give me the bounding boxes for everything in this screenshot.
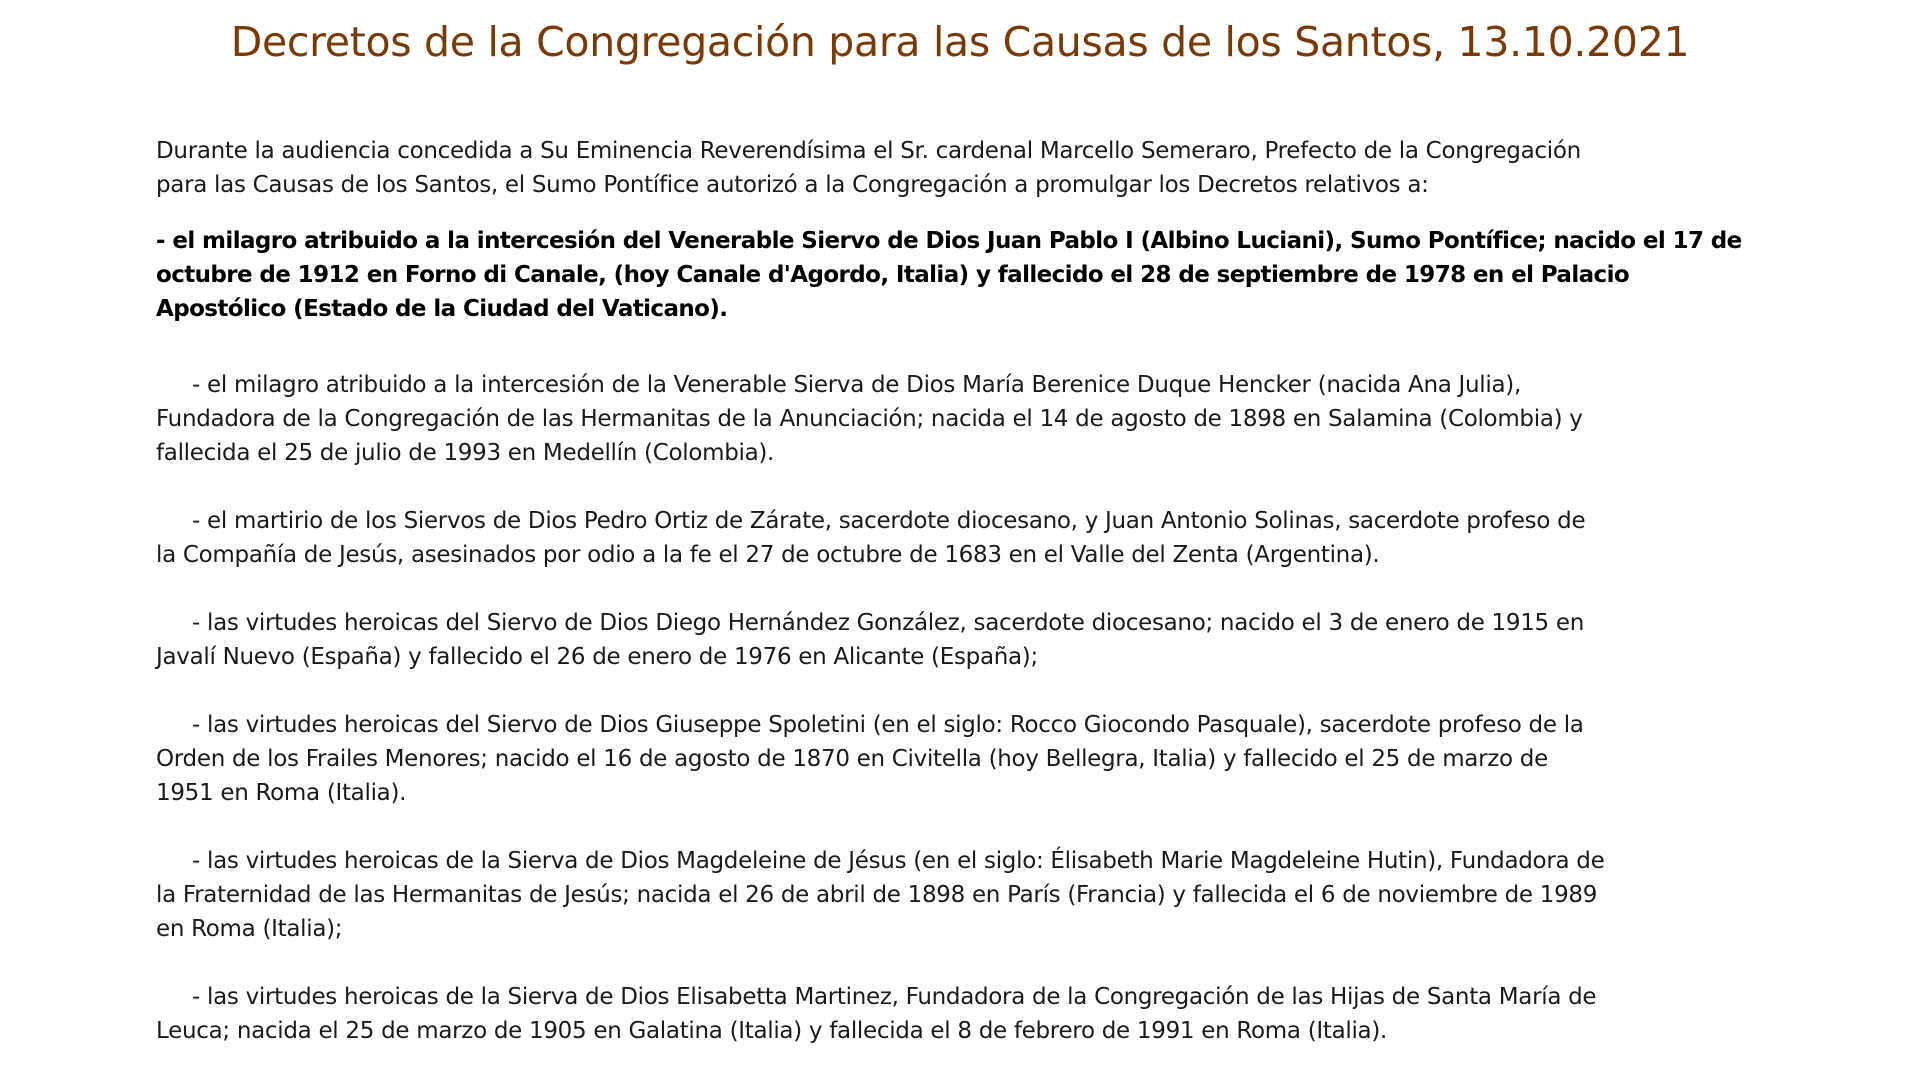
decree-line: Fundadora de la Congregación de las Hermanitas de la Anunciación; nacida el 14 de agosto de 1898 en Salamina (Colombia) y	[156, 406, 1583, 432]
decree-paragraph	[156, 844, 1736, 946]
decree-line: la Fraternidad de las Hermanitas de Jesús; nacida el 26 de abril de 1898 en París (Francia) y fallecida el 6 de noviembre de 1989	[156, 882, 1598, 908]
decree-line: - el milagro atribuido a la intercesión de la Venerable Sierva de Dios María Berenice Duque Hencker (nacida Ana Julia),	[192, 372, 1521, 398]
intro-line: Durante la audiencia concedida a Su Eminencia Reverendísima el Sr. cardenal Marcello Semeraro, Prefecto de la Congregación	[156, 138, 1581, 164]
decree-line: en Roma (Italia);	[156, 916, 343, 942]
decree-line: Javalí Nuevo (España) y fallecido el 26 de enero de 1976 en Alicante (España);	[156, 644, 1038, 670]
decree-line: 1951 en Roma (Italia).	[156, 780, 407, 806]
decree-line: la Compañía de Jesús, asesinados por odio a la fe el 27 de octubre de 1683 en el Valle del Zenta (Argentina).	[156, 542, 1380, 568]
decree-paragraph	[156, 606, 1736, 674]
decree-line: - las virtudes heroicas del Siervo de Dios Diego Hernández González, sacerdote diocesano; nacido el 3 de enero de 1915 en	[192, 610, 1585, 636]
decree-paragraph	[156, 368, 1736, 470]
decree-paragraph	[156, 708, 1736, 810]
decree-paragraph	[156, 980, 1736, 1048]
decree-line: Orden de los Frailes Menores; nacido el 16 de agosto de 1870 en Civitella (hoy Bellegra, Italia) y fallecido el 25 de marzo de	[156, 746, 1548, 772]
decree-line: - las virtudes heroicas de la Sierva de Dios Elisabetta Martinez, Fundadora de la Congregación de las Hijas de Santa María de	[192, 984, 1597, 1010]
featured-decree	[156, 224, 1742, 326]
intro-line: para las Causas de los Santos, el Sumo Pontífice autorizó a la Congregación a promulgar los Decretos relativos a:	[156, 172, 1429, 198]
decree-line: - las virtudes heroicas de la Sierva de Dios Magdeleine de Jésus (en el siglo: Élisabeth Marie Magdeleine Hutin), Fundadora de	[192, 848, 1605, 874]
decree-line: Leuca; nacida el 25 de marzo de 1905 en Galatina (Italia) y fallecida el 8 de febrero de 1991 en Roma (Italia).	[156, 1018, 1388, 1044]
decree-line: - el martirio de los Siervos de Dios Pedro Ortiz de Zárate, sacerdote diocesano, y Juan Antonio Solinas, sacerdote profeso de	[192, 508, 1586, 534]
featured-decree-line: Apostólico (Estado de la Ciudad del Vaticano).	[156, 296, 728, 322]
decree-paragraph	[156, 504, 1736, 572]
featured-decree-line: octubre de 1912 en Forno di Canale, (hoy Canale d'Agordo, Italia) y fallecido el 28 de septiembre de 1978 en el Palacio	[156, 262, 1630, 288]
document-body	[156, 134, 1742, 1082]
decree-line: - las virtudes heroicas del Siervo de Dios Giuseppe Spoletini (en el siglo: Rocco Giocondo Pasquale), sacerdote profeso de la	[192, 712, 1584, 738]
page-title: Decretos de la Congregación para las Causas de los Santos, 13.10.2021	[230, 18, 1690, 66]
intro-paragraph	[156, 134, 1736, 202]
decree-line: fallecida el 25 de julio de 1993 en Medellín (Colombia).	[156, 440, 775, 466]
featured-decree-line: - el milagro atribuido a la intercesión del Venerable Siervo de Dios Juan Pablo I (Albino Luciani), Sumo Pontífice; nacido el 17 de	[156, 228, 1742, 254]
